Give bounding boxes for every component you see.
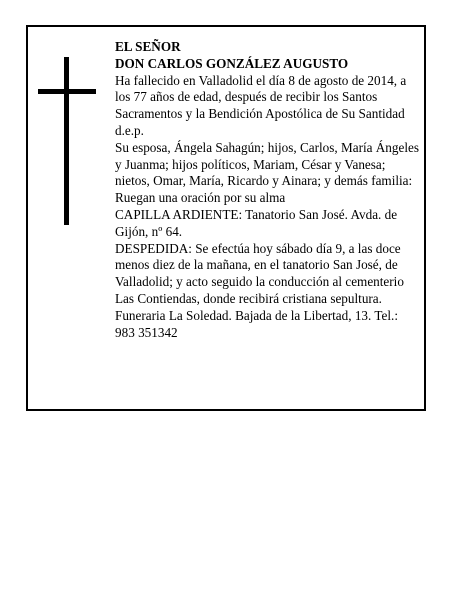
family-list: Su esposa, Ángela Sahagún; hijos, Carlos, María Ángeles y Juanma; hijos políticos, Mariam, César y Vanesa; nietos, Omar, María, Ricardo y Ainara; y demás familia:: [115, 139, 419, 189]
funeral-home-info: Funeraria La Soledad. Bajada de la Libertad, 13. Tel.: 983 351342: [115, 307, 398, 340]
chapel-info: CAPILLA ARDIENTE: Tanatorio San José. Avda. de Gijón, nº 64.: [115, 206, 398, 239]
cross-vertical-bar: [64, 57, 69, 225]
notice-text: [115, 39, 421, 341]
farewell-info: DESPEDIDA: Se efectúa hoy sábado día 9, a las doce menos diez de la mañana, en el tanatorio San José, de Valladolid; y acto seguido la conducción al cementerio Las Contiendas, donde recibirá cristiana sepultura.: [115, 240, 404, 306]
latin-cross-icon: [38, 57, 98, 225]
cross-horizontal-bar: [38, 89, 96, 94]
death-announcement: Ha fallecido en Valladolid el día 8 de agosto de 2014, a los 77 años de edad, después de recibir los Santos Sacramentos y la Bendición Apostólica de Su Santidad d.e.p.: [115, 72, 407, 138]
deceased-name: DON CARLOS GONZÁLEZ AUGUSTO: [115, 55, 349, 71]
obituary-notice: [26, 25, 426, 411]
prayer-request: Ruegan una oración por su alma: [115, 190, 286, 206]
notice-title-line1: EL SEÑOR: [115, 39, 181, 54]
